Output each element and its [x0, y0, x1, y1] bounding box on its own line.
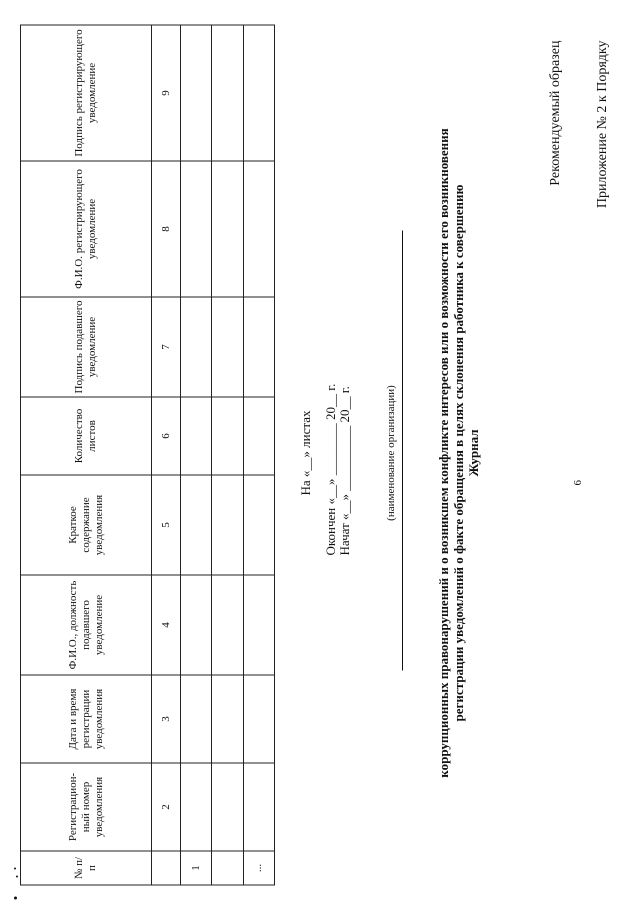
header-cell: № п/п: [21, 851, 152, 885]
header-cell: Подпись регистрирующего уведомление: [21, 25, 152, 161]
header-cell: Дата и время регистрации уведомления: [21, 675, 152, 763]
column-number-cell: 3: [152, 675, 181, 763]
table-cell: [181, 475, 212, 575]
table-row: [212, 25, 243, 885]
column-number-cell: 8: [152, 161, 181, 297]
column-number-cell: 5: [152, 475, 181, 575]
column-number-cell: 9: [152, 25, 181, 161]
header-cell: Подпись подавшего уведомление: [21, 297, 152, 397]
column-number-cell: 6: [152, 397, 181, 475]
column-number-cell: 4: [152, 575, 181, 675]
table-cell: [212, 675, 243, 763]
organization-caption: (наименование организации): [385, 384, 397, 521]
column-number-cell: [152, 851, 181, 885]
organization-name-line: [402, 230, 403, 670]
table-header-row: [21, 25, 152, 885]
end-date-line: Окончен «__» ________ 20__ г.: [323, 383, 338, 555]
start-date-line: Начат «__» __________ 20__ г.: [337, 385, 352, 555]
appendix-label: Приложение № 2 к Порядку: [595, 40, 610, 208]
table-cell: [243, 675, 274, 763]
table-cell: [181, 675, 212, 763]
table-cell: [243, 763, 274, 851]
table-cell: [243, 397, 274, 475]
table-row: [181, 25, 212, 885]
table-row: [243, 25, 274, 885]
table-cell: [212, 297, 243, 397]
table-cell: [181, 297, 212, 397]
table-cell: [212, 25, 243, 161]
table-cell: [181, 25, 212, 161]
table-cell: [212, 763, 243, 851]
table-cell: [181, 763, 212, 851]
journal-subtitle-2: коррупционных правонарушений и о возникшем конфликте интересов или о возможности его возникновения: [436, 127, 451, 778]
column-number-row: [152, 25, 181, 885]
registration-table: [20, 24, 275, 885]
journal-subtitle-1: регистрации уведомлений о факте обращения в целях склонения работника к совершению: [451, 184, 466, 721]
table-cell: [181, 397, 212, 475]
table-cell: [181, 161, 212, 297]
table-cell: [243, 25, 274, 161]
table-cell: ...: [243, 851, 274, 885]
table-cell: [212, 575, 243, 675]
recommended-sample-label: Рекомендуемый образец: [548, 40, 563, 186]
table-cell: [212, 851, 243, 885]
table-cell: [243, 475, 274, 575]
scan-dot: [16, 875, 18, 877]
header-cell: Количество листов: [21, 397, 152, 475]
journal-title: Журнал: [466, 429, 481, 476]
column-number-cell: 7: [152, 297, 181, 397]
table-cell: [212, 397, 243, 475]
table-cell: [212, 161, 243, 297]
header-cell: Регистрацион-ный номер уведомления: [21, 763, 152, 851]
table-cell: 1: [181, 851, 212, 885]
table-cell: [243, 297, 274, 397]
header-cell: Ф.И.О., должность подавшего уведомление: [21, 575, 152, 675]
table-cell: [181, 575, 212, 675]
table-cell: [243, 161, 274, 297]
scan-dot: [14, 867, 16, 869]
page-number: 6: [572, 479, 584, 485]
table-cell: [212, 475, 243, 575]
header-cell: Ф.И.О. регистрирующего уведомление: [21, 161, 152, 297]
scan-dot: [14, 896, 17, 899]
sheets-count-line: На «__» листах: [298, 410, 313, 495]
column-number-cell: 2: [152, 763, 181, 851]
table-cell: [243, 575, 274, 675]
header-cell: Краткое содержание уведомления: [21, 475, 152, 575]
